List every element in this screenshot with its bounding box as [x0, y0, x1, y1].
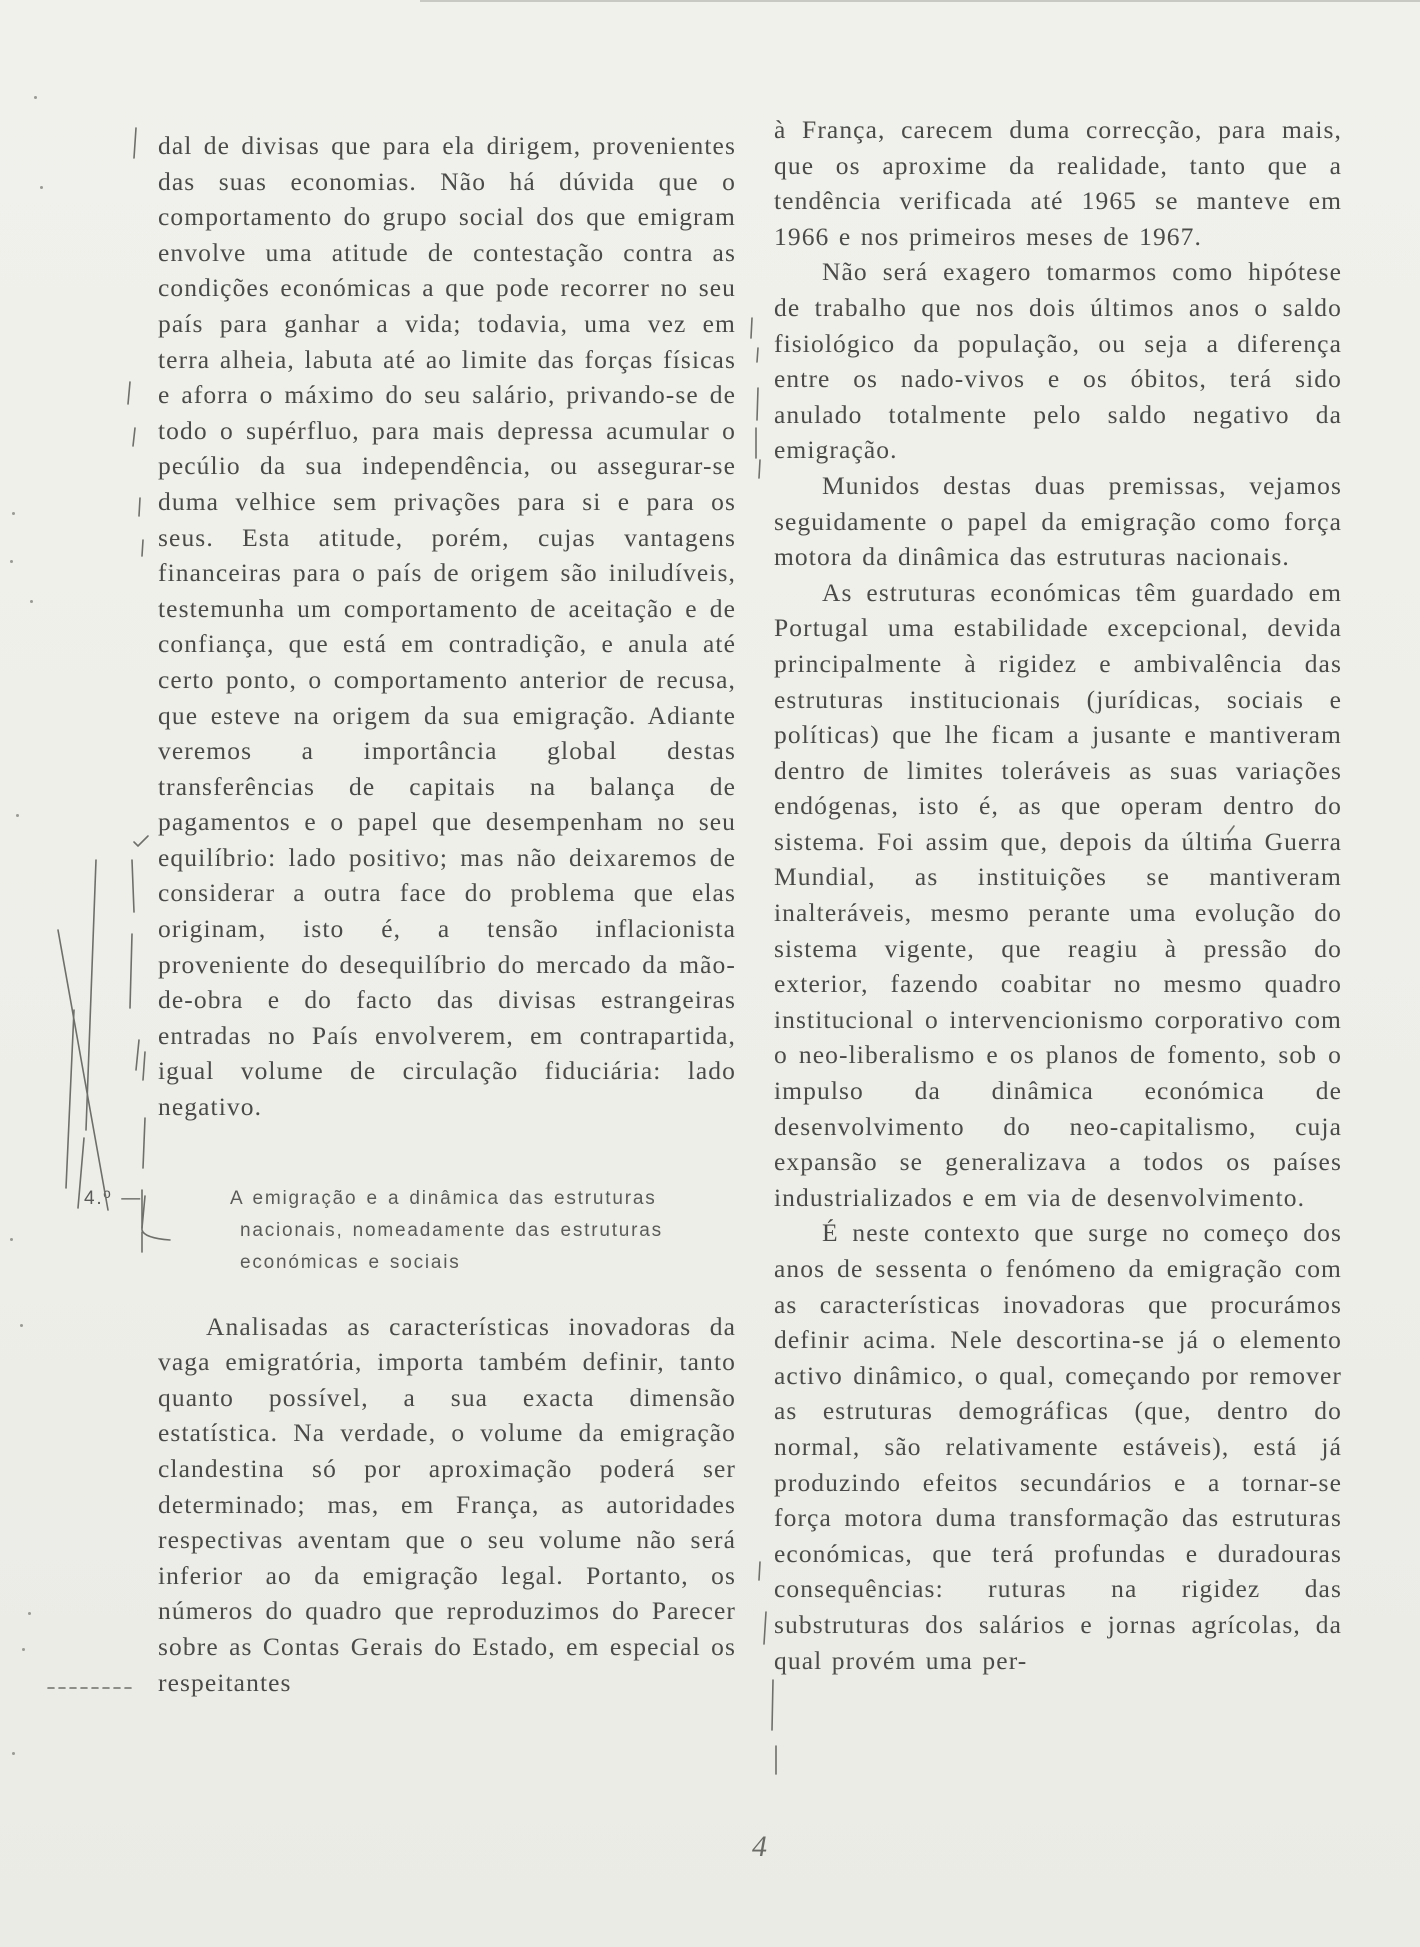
pencil-bracket-mark	[764, 1612, 766, 1644]
page-number: 4	[752, 1830, 767, 1863]
right-paragraph-3: Munidos destas duas premissas, vejamos seguidamente o papel da emigração como força motora da dinâmica das estruturas nacionais.	[774, 470, 1342, 572]
pencil-tick-mark	[134, 836, 148, 846]
pencil-bracket-mark	[128, 382, 130, 404]
margin-speck	[16, 814, 19, 817]
pencil-bracket-mark	[143, 1052, 145, 1080]
margin-speck	[10, 1238, 13, 1241]
pencil-bracket-mark	[751, 318, 752, 338]
margin-speck	[22, 1648, 25, 1651]
right-column	[774, 112, 1342, 1678]
margin-speck	[28, 1612, 31, 1615]
left-paragraph-1: dal de divisas que para ela dirigem, provenientes das suas economias. Não há dúvida que o comportamento do grupo social dos que emigram envolve uma atitude de contestação contra as condições económicas a que pode recorrer no seu país para ganhar a vida; todavia, uma vez em terra alheia, labuta até ao limite das forças físicas e aforra o máximo do seu salário, privando-se de todo o supérfluo, para mais depressa acumular o pecúlio da sua independência, ou assegurar-se duma velhice sem privações para si e para os seus. Esta atitude, porém, cujas vantagens financeiras para o país de origem são iniludíveis, testemunha um comportamento de aceitação e de confiança, que está em contradição, e anula até certo ponto, o comportamento anterior de recusa, que esteve na origem da sua emigração. Adiante veremos a importância global destas transferências de capitais na balança de pagamentos e o papel que desempenham no seu equilíbrio: lado positivo; mas não deixaremos de considerar a outra face do problema que elas originam, isto é, a tensão inflacionista proveniente do desequilíbrio do mercado da mão-de-obra e do facto das divisas estrangeiras entradas no País envolverem, em contrapartida, igual volume de circulação fiduciária: lado negativo.	[158, 131, 736, 1122]
pencil-bracket-mark	[759, 1562, 760, 1580]
section-number: 4.º —	[84, 1187, 143, 1209]
section-title-line-3: económicas e sociais	[240, 1251, 461, 1273]
pencil-x-mark	[66, 1010, 74, 1188]
margin-speck	[30, 600, 33, 603]
pencil-bracket-mark	[772, 1680, 773, 1730]
margin-speck	[12, 1752, 15, 1755]
pencil-bracket-mark	[139, 498, 140, 516]
section-title-line-1: A emigração e a dinâmica das estruturas	[230, 1187, 657, 1209]
pencil-bracket-mark	[134, 128, 136, 158]
right-paragraph-4: As estruturas económicas têm guardado em Portugal uma estabilidade excepcional, devida principalmente à rigidez e ambivalência das estruturas institucionais (jurídicas, sociais e políticas) que lhe ficam a jusante e mantiveram dentro de limites toleráveis as suas variações endógenas, isto é, as que operam dentro do sistema. Foi assim que, depois da última Guerra Mundial, as instituições se mantiveram inalteráveis, mesmo perante uma evolução do sistema vigente, que reagiu à pressão do exterior, fazendo coabitar no mesmo quadro institucional o intervencionismo corporativo com o neo-liberalismo e os planos de fomento, sob o impulso da dinâmica económica de desenvolvimento do neo-capitalismo, cuja expansão se generalizava a todos os países industrializados e em via de desenvolvimento.	[774, 577, 1342, 1212]
right-paragraph-5: É neste contexto que surge no começo dos anos de sessenta o fenómeno da emigração com as características inovadoras que procurámos definir acima. Nele descortina-se já o elemento activo dinâmico, o qual, começando por remover as estruturas demográficas (que, dentro do normal, são relativamente estáveis), está já produzindo efeitos secundários e a tornar-se força motora duma transformação das estruturas económicas, que terá profundas e duradouras consequências: ruturas na rigidez das substruturas dos salários e jornas agrícolas, da qual provém uma per-	[774, 1218, 1342, 1675]
pencil-bracket-mark	[757, 348, 758, 362]
pencil-bracket-mark	[143, 1118, 145, 1168]
left-paragraph-2: Analisadas as características inovadoras da vaga emigratória, importa também definir, tanto quanto possível, a sua exacta dimensão estatística. Na verdade, o volume da emigração clandestina só por aproximação poderá ser determinado; mas, em França, as autoridades respectivas aventam que o seu volume não será inferior ao da emigração legal. Portanto, os números do quadro que reproduzimos do Parecer sobre as Contas Gerais do Estado, em especial os respeitantes	[158, 1311, 736, 1697]
pencil-bracket-mark	[133, 428, 135, 446]
section-heading-line-1	[84, 1183, 736, 1215]
top-edge-rule	[420, 0, 1420, 2]
margin-speck	[10, 560, 13, 563]
pencil-bracket-mark	[142, 1196, 145, 1228]
right-paragraph-2: Não será exagero tomarmos como hipótese de trabalho que nos dois últimos anos o saldo fisiológico da população, ou seja a diferença entre os nado-vivos e os óbitos, terá sido anulado totalmente pelo saldo negativo da emigração.	[774, 257, 1342, 465]
margin-speck	[20, 1324, 23, 1327]
left-column	[84, 128, 736, 1700]
pencil-bracket-mark	[759, 460, 760, 478]
pencil-bracket-mark	[132, 860, 134, 912]
pencil-bracket-mark	[130, 934, 132, 1008]
pencil-bracket-mark	[142, 540, 143, 556]
margin-speck	[40, 186, 43, 189]
margin-speck	[34, 96, 37, 99]
pencil-x-mark	[58, 930, 108, 1210]
pencil-bracket-mark	[136, 1040, 139, 1070]
pencil-x-mark	[86, 860, 96, 1130]
section-title-line-2: nacionais, nomeadamente das estruturas	[240, 1219, 663, 1241]
pencil-bracket-mark	[757, 388, 758, 420]
section-heading	[84, 1183, 736, 1279]
right-paragraph-1: à França, carecem duma correcção, para mais, que os aproxime da realidade, tanto que a tendência verificada até 1965 se manteve em 1966 e nos primeiros meses de 1967.	[774, 115, 1342, 251]
margin-speck	[12, 512, 15, 515]
